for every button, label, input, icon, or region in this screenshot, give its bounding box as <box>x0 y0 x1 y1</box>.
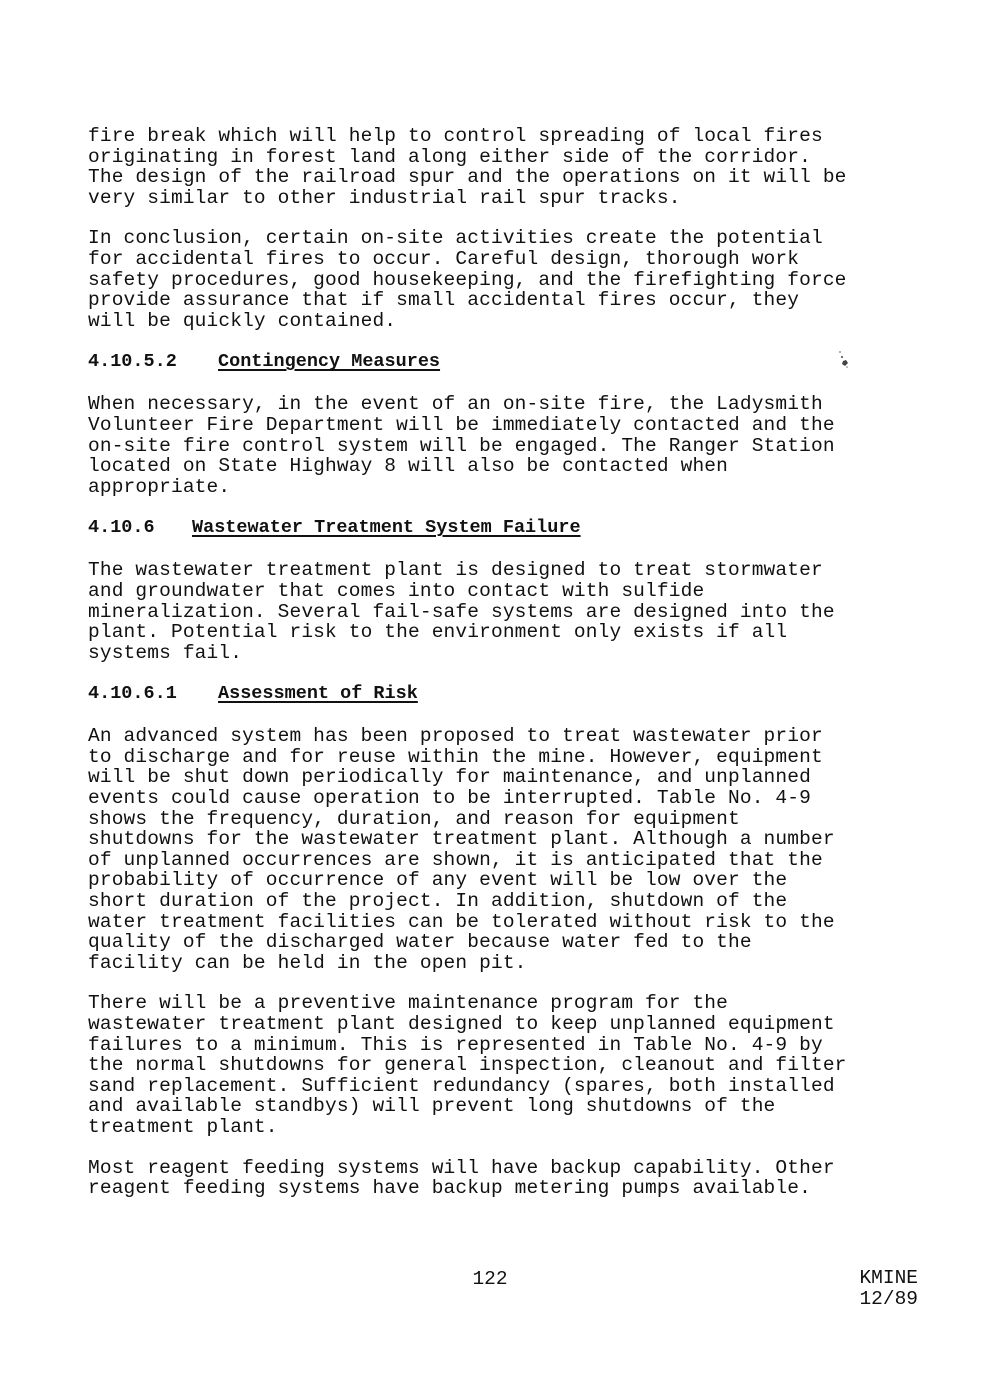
section-heading-contingency <box>88 351 928 372</box>
paragraph-preventive-maintenance: There will be a preventive maintenance program for the wastewater treatment plant designed to keep unplanned equipment failures to a minimum. This is represented in Table No. 4-9 by the normal shutdowns for general inspection, cleanout and filter sand replacement. Sufficient redundancy (spares, both installed and available standbys) will prevent long shutdowns of the treatment plant. <box>88 992 847 1138</box>
section-heading-wastewater-failure <box>88 517 928 538</box>
section-title: Contingency Measures <box>218 351 441 373</box>
section-number: 4.10.5.2 <box>88 351 177 373</box>
section-title: Wastewater Treatment System Failure <box>192 517 581 539</box>
paragraph-conclusion: In conclusion, certain on-site activities create the potential for accidental fires to occur. Careful design, thorough work safety procedures, good housekeeping, and the firefighting force provide assurance that if small accidental fires occur, they will be quickly contained. <box>88 227 847 332</box>
page-number: 122 <box>472 1268 508 1290</box>
paragraph-reagent-feeding: Most reagent feeding systems will have backup capability. Other reagent feeding systems have backup metering pumps available. <box>88 1156 835 1200</box>
paragraph-advanced-system: An advanced system has been proposed to treat wastewater prior to discharge and for reuse within the mine. However, equipment will be shut down periodically for maintenance, and unplanned events could cause operation to be interrupted. Table No. 4-9 shows the frequency, duration, and reason for equipment shutdowns for the wastewater treatment plant. Although a number of unplanned occurrences are shown, it is anticipated that the probability of occurrence of any event will be low over the short duration of the project. In addition, shutdown of the water treatment facilities can be tolerated without risk to the quality of the discharged water because water fed to the facility can be held in the open pit. <box>88 725 835 974</box>
section-number: 4.10.6.1 <box>88 683 177 705</box>
paragraph-fire-break: fire break which will help to control spreading of local fires originating in forest land along either side of the corridor. The design of the railroad spur and the operations on it will be very similar to other industrial rail spur tracks. <box>88 125 847 209</box>
document-tag <box>859 1268 918 1310</box>
section-number: 4.10.6 <box>88 517 155 539</box>
paragraph-contingency: When necessary, in the event of an on-site fire, the Ladysmith Volunteer Fire Department will be immediately contacted and the on-site fire control system will be engaged. The Ranger Station located on State Highway 8 will also be contacted when appropriate. <box>88 393 835 498</box>
document-body <box>88 126 928 1219</box>
document-code: KMINE <box>859 1267 918 1289</box>
section-heading-assessment <box>88 683 928 704</box>
section-title: Assessment of Risk <box>218 683 418 705</box>
scan-speck-mark <box>834 348 852 370</box>
document-date: 12/89 <box>859 1288 918 1310</box>
paragraph-wastewater-plant: The wastewater treatment plant is designed to treat stormwater and groundwater that comes into contact with sulfide mineralization. Several fail-safe systems are designed into the plant. Potential risk to the environment only exists if all systems fail. <box>88 559 835 664</box>
